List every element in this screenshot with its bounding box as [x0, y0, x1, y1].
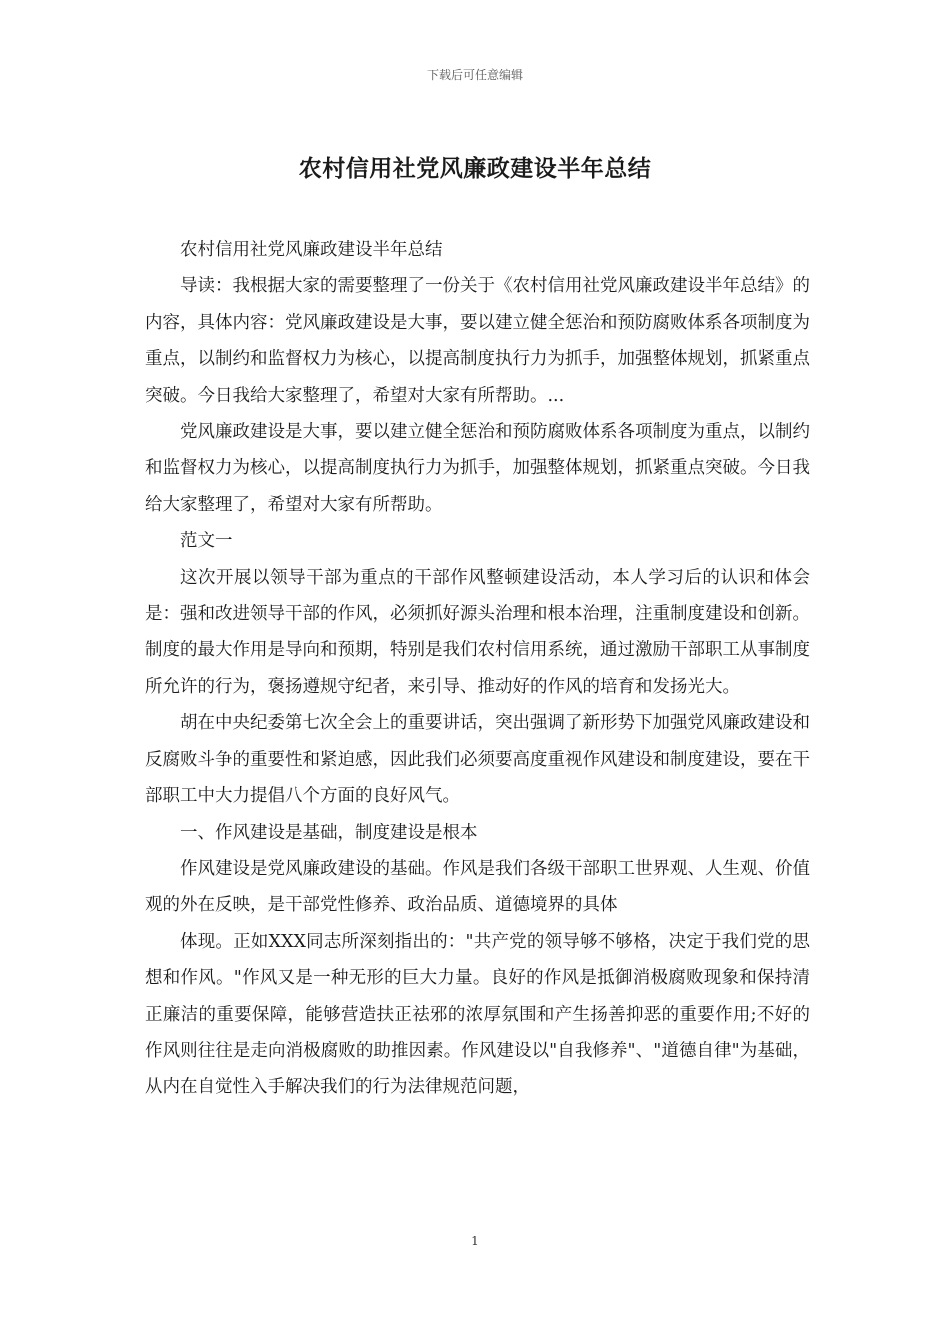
- page-number: 1: [471, 1234, 479, 1248]
- paragraph-body: 胡在中央纪委第七次全会上的重要讲话，突出强调了新形势下加强党风廉政建设和反腐败斗争的重要性和紧迫感，因此我们必须要高度重视作风建设和制度建设，要在干部职工中大力提倡八个方面的良好风气。: [145, 713, 810, 807]
- paragraph-section-heading: 一、作风建设是基础，制度建设是根本: [180, 822, 478, 843]
- paragraph-sample-heading: 范文一: [180, 531, 233, 552]
- paragraph-subtitle: 农村信用社党风廉政建设半年总结: [180, 240, 443, 260]
- paragraph-summary: 党风廉政建设是大事，要以建立健全惩治和预防腐败体系各项制度为重点，以制约和监督权力为核心，以提高制度执行力为抓手，加强整体规划，抓紧重点突破。今日我给大家整理了，希望对大家有所帮助。: [145, 422, 810, 515]
- paragraph-body: 体现。正如XXX同志所深刻指出的："共产党的领导够不够格，决定于我们党的思想和作风。"作风又是一种无形的巨大力量。良好的作风是抵御消极腐败现象和保持清正廉洁的重要保障，能够营造扶正祛邪的浓厚氛围和产生扬善抑恶的重要作用;不好的作风则往往是走向消极腐败的助推因素。作风建设以"自我修养"、"道德自律"为基础，从内在自觉性入手解决我们的行为法律规范问题，: [145, 931, 810, 1098]
- document-title: 农村信用社党风廉政建设半年总结: [298, 156, 652, 182]
- paragraph-body: 作风建设是党风廉政建设的基础。作风是我们各级干部职工世界观、人生观、价值观的外在反映，是干部党性修养、政治品质、道德境界的具体: [145, 858, 810, 916]
- header-note: 下载后可任意编辑: [426, 68, 523, 82]
- document-body: [145, 232, 810, 1106]
- paragraph-intro: 导读：我根据大家的需要整理了一份关于《农村信用社党风廉政建设半年总结》的内容，具体内容：党风廉政建设是大事，要以建立健全惩治和预防腐败体系各项制度为重点，以制约和监督权力为核心，以提高制度执行力为抓手，加强整体规划，抓紧重点突破。今日我给大家整理了，希望对大家有所帮助。...: [145, 276, 810, 406]
- paragraph-body: 这次开展以领导干部为重点的干部作风整顿建设活动，本人学习后的认识和体会是：强和改进领导干部的作风，必须抓好源头治理和根本治理，注重制度建设和创新。制度的最大作用是导向和预期，特别是我们农村信用系统，通过激励干部职工从事制度所允许的行为，褒扬遵规守纪者，来引导、推动好的作风的培育和发扬光大。: [145, 567, 810, 697]
